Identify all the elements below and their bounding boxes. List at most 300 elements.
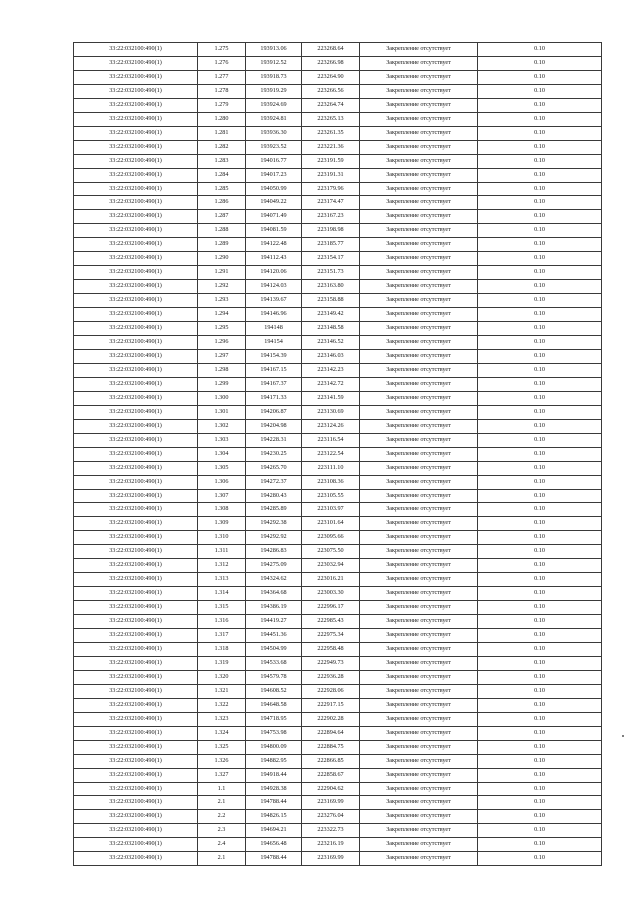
accuracy-cell: 0.10 [478, 656, 602, 670]
cadastral-number-cell: 33:22:032100:490(1) [74, 308, 198, 322]
fixing-description-cell: Закрепление отсутствует [360, 140, 478, 154]
x-coordinate-cell: 194285.89 [246, 503, 302, 517]
table-row [74, 210, 602, 224]
point-number-cell: 1.326 [198, 754, 246, 768]
y-coordinate-cell: 222866.85 [302, 754, 360, 768]
x-coordinate-cell: 194167.15 [246, 363, 302, 377]
fixing-description-cell: Закрепление отсутствует [360, 112, 478, 126]
point-number-cell: 1.280 [198, 112, 246, 126]
x-coordinate-cell: 194228.31 [246, 433, 302, 447]
fixing-description-cell: Закрепление отсутствует [360, 559, 478, 573]
y-coordinate-cell: 222975.34 [302, 629, 360, 643]
x-coordinate-cell: 193923.52 [246, 140, 302, 154]
x-coordinate-cell: 194017.23 [246, 168, 302, 182]
x-coordinate-cell: 194788.44 [246, 852, 302, 866]
accuracy-cell: 0.10 [478, 210, 602, 224]
cadastral-number-cell: 33:22:032100:490(1) [74, 503, 198, 517]
accuracy-cell: 0.10 [478, 796, 602, 810]
fixing-description-cell: Закрепление отсутствует [360, 810, 478, 824]
accuracy-cell: 0.10 [478, 517, 602, 531]
table-row [74, 629, 602, 643]
accuracy-cell: 0.10 [478, 545, 602, 559]
cadastral-number-cell: 33:22:032100:490(1) [74, 629, 198, 643]
accuracy-cell: 0.10 [478, 740, 602, 754]
fixing-description-cell: Закрепление отсутствует [360, 517, 478, 531]
table-row [74, 489, 602, 503]
fixing-description-cell: Закрепление отсутствует [360, 168, 478, 182]
y-coordinate-cell: 222949.73 [302, 656, 360, 670]
y-coordinate-cell: 223264.90 [302, 70, 360, 84]
x-coordinate-cell: 194882.95 [246, 754, 302, 768]
accuracy-cell: 0.10 [478, 98, 602, 112]
y-coordinate-cell: 223268.64 [302, 43, 360, 57]
x-coordinate-cell: 194050.99 [246, 182, 302, 196]
table-row [74, 726, 602, 740]
table-row [74, 475, 602, 489]
y-coordinate-cell: 223105.55 [302, 489, 360, 503]
point-number-cell: 1.294 [198, 308, 246, 322]
y-coordinate-cell: 223174.47 [302, 196, 360, 210]
x-coordinate-cell: 194286.83 [246, 545, 302, 559]
y-coordinate-cell: 223266.98 [302, 56, 360, 70]
x-coordinate-cell: 194451.36 [246, 629, 302, 643]
x-coordinate-cell: 194154 [246, 336, 302, 350]
table-row [74, 656, 602, 670]
cadastral-number-cell: 33:22:032100:490(1) [74, 698, 198, 712]
x-coordinate-cell: 193918.73 [246, 70, 302, 84]
accuracy-cell: 0.10 [478, 712, 602, 726]
x-coordinate-cell: 194504.99 [246, 642, 302, 656]
cadastral-number-cell: 33:22:032100:490(1) [74, 838, 198, 852]
point-number-cell: 1.291 [198, 266, 246, 280]
y-coordinate-cell: 223016.21 [302, 573, 360, 587]
table-row [74, 43, 602, 57]
cadastral-number-cell: 33:22:032100:490(1) [74, 726, 198, 740]
x-coordinate-cell: 194753.98 [246, 726, 302, 740]
y-coordinate-cell: 223108.36 [302, 475, 360, 489]
cadastral-number-cell: 33:22:032100:490(1) [74, 517, 198, 531]
accuracy-cell: 0.10 [478, 852, 602, 866]
x-coordinate-cell: 194608.52 [246, 684, 302, 698]
point-number-cell: 1.327 [198, 768, 246, 782]
y-coordinate-cell: 223322.73 [302, 824, 360, 838]
cadastral-number-cell: 33:22:032100:490(1) [74, 475, 198, 489]
table-row [74, 768, 602, 782]
x-coordinate-cell: 193913.06 [246, 43, 302, 57]
y-coordinate-cell: 223185.77 [302, 238, 360, 252]
x-coordinate-cell: 193919.29 [246, 84, 302, 98]
fixing-description-cell: Закрепление отсутствует [360, 336, 478, 350]
accuracy-cell: 0.10 [478, 154, 602, 168]
y-coordinate-cell: 222858.67 [302, 768, 360, 782]
point-number-cell: 1.316 [198, 615, 246, 629]
point-number-cell: 1.278 [198, 84, 246, 98]
fixing-description-cell: Закрепление отсутствует [360, 698, 478, 712]
y-coordinate-cell: 223075.50 [302, 545, 360, 559]
x-coordinate-cell: 194171.33 [246, 391, 302, 405]
y-coordinate-cell: 223103.97 [302, 503, 360, 517]
cadastral-number-cell: 33:22:032100:490(1) [74, 433, 198, 447]
x-coordinate-cell: 194154.39 [246, 349, 302, 363]
fixing-description-cell: Закрепление отсутствует [360, 615, 478, 629]
scan-speck [622, 735, 624, 737]
point-number-cell: 1.310 [198, 531, 246, 545]
table-row [74, 838, 602, 852]
fixing-description-cell: Закрепление отсутствует [360, 280, 478, 294]
point-number-cell: 1.309 [198, 517, 246, 531]
cadastral-number-cell: 33:22:032100:490(1) [74, 615, 198, 629]
cadastral-number-cell: 33:22:032100:490(1) [74, 489, 198, 503]
cadastral-number-cell: 33:22:032100:490(1) [74, 461, 198, 475]
x-coordinate-cell: 194386.19 [246, 601, 302, 615]
accuracy-cell: 0.10 [478, 433, 602, 447]
table-row [74, 433, 602, 447]
table-row [74, 196, 602, 210]
point-number-cell: 1.288 [198, 224, 246, 238]
table-row [74, 796, 602, 810]
accuracy-cell: 0.10 [478, 182, 602, 196]
y-coordinate-cell: 223116.54 [302, 433, 360, 447]
accuracy-cell: 0.10 [478, 489, 602, 503]
fixing-description-cell: Закрепление отсутствует [360, 294, 478, 308]
y-coordinate-cell: 223148.58 [302, 322, 360, 336]
cadastral-number-cell: 33:22:032100:490(1) [74, 126, 198, 140]
accuracy-cell: 0.10 [478, 670, 602, 684]
cadastral-number-cell: 33:22:032100:490(1) [74, 782, 198, 796]
point-number-cell: 1.285 [198, 182, 246, 196]
accuracy-cell: 0.10 [478, 419, 602, 433]
fixing-description-cell: Закрепление отсутствует [360, 670, 478, 684]
cadastral-number-cell: 33:22:032100:490(1) [74, 84, 198, 98]
table-row [74, 461, 602, 475]
x-coordinate-cell: 194788.44 [246, 796, 302, 810]
point-number-cell: 1.289 [198, 238, 246, 252]
table-row [74, 322, 602, 336]
table-row [74, 642, 602, 656]
y-coordinate-cell: 223169.99 [302, 796, 360, 810]
table-row [74, 98, 602, 112]
point-number-cell: 1.303 [198, 433, 246, 447]
cadastral-number-cell: 33:22:032100:490(1) [74, 154, 198, 168]
accuracy-cell: 0.10 [478, 391, 602, 405]
cadastral-number-cell: 33:22:032100:490(1) [74, 559, 198, 573]
point-number-cell: 1.298 [198, 363, 246, 377]
y-coordinate-cell: 223264.74 [302, 98, 360, 112]
fixing-description-cell: Закрепление отсутствует [360, 363, 478, 377]
table-row [74, 168, 602, 182]
point-number-cell: 1.322 [198, 698, 246, 712]
fixing-description-cell: Закрепление отсутствует [360, 573, 478, 587]
accuracy-cell: 0.10 [478, 266, 602, 280]
table-row [74, 419, 602, 433]
point-number-cell: 1.275 [198, 43, 246, 57]
cadastral-number-cell: 33:22:032100:490(1) [74, 712, 198, 726]
cadastral-number-cell: 33:22:032100:490(1) [74, 447, 198, 461]
table-row [74, 810, 602, 824]
x-coordinate-cell: 194206.87 [246, 405, 302, 419]
x-coordinate-cell: 194122.48 [246, 238, 302, 252]
x-coordinate-cell: 194292.92 [246, 531, 302, 545]
accuracy-cell: 0.10 [478, 56, 602, 70]
fixing-description-cell: Закрепление отсутствует [360, 684, 478, 698]
cadastral-number-cell: 33:22:032100:490(1) [74, 252, 198, 266]
x-coordinate-cell: 194230.25 [246, 447, 302, 461]
cadastral-number-cell: 33:22:032100:490(1) [74, 43, 198, 57]
x-coordinate-cell: 194112.43 [246, 252, 302, 266]
fixing-description-cell: Закрепление отсутствует [360, 43, 478, 57]
fixing-description-cell: Закрепление отсутствует [360, 754, 478, 768]
accuracy-cell: 0.10 [478, 363, 602, 377]
cadastral-number-cell: 33:22:032100:490(1) [74, 56, 198, 70]
x-coordinate-cell: 194275.09 [246, 559, 302, 573]
y-coordinate-cell: 223266.56 [302, 84, 360, 98]
y-coordinate-cell: 223141.59 [302, 391, 360, 405]
y-coordinate-cell: 223167.23 [302, 210, 360, 224]
y-coordinate-cell: 223142.72 [302, 377, 360, 391]
cadastral-number-cell: 33:22:032100:490(1) [74, 168, 198, 182]
accuracy-cell: 0.10 [478, 601, 602, 615]
accuracy-cell: 0.10 [478, 810, 602, 824]
fixing-description-cell: Закрепление отсутствует [360, 489, 478, 503]
point-number-cell: 1.292 [198, 280, 246, 294]
fixing-description-cell: Закрепление отсутствует [360, 419, 478, 433]
cadastral-number-cell: 33:22:032100:490(1) [74, 684, 198, 698]
y-coordinate-cell: 223216.19 [302, 838, 360, 852]
y-coordinate-cell: 223130.69 [302, 405, 360, 419]
x-coordinate-cell: 194324.62 [246, 573, 302, 587]
x-coordinate-cell: 194694.21 [246, 824, 302, 838]
fixing-description-cell: Закрепление отсутствует [360, 238, 478, 252]
x-coordinate-cell: 194016.77 [246, 154, 302, 168]
fixing-description-cell: Закрепление отсутствует [360, 642, 478, 656]
table-row [74, 559, 602, 573]
point-number-cell: 1.305 [198, 461, 246, 475]
table-row [74, 182, 602, 196]
x-coordinate-cell: 193936.30 [246, 126, 302, 140]
accuracy-cell: 0.10 [478, 503, 602, 517]
fixing-description-cell: Закрепление отсутствует [360, 796, 478, 810]
y-coordinate-cell: 222917.15 [302, 698, 360, 712]
accuracy-cell: 0.10 [478, 84, 602, 98]
fixing-description-cell: Закрепление отсутствует [360, 196, 478, 210]
y-coordinate-cell: 223163.80 [302, 280, 360, 294]
y-coordinate-cell: 223169.99 [302, 852, 360, 866]
table-row [74, 615, 602, 629]
accuracy-cell: 0.10 [478, 642, 602, 656]
x-coordinate-cell: 194800.09 [246, 740, 302, 754]
point-number-cell: 1.321 [198, 684, 246, 698]
fixing-description-cell: Закрепление отсутствует [360, 405, 478, 419]
accuracy-cell: 0.10 [478, 726, 602, 740]
cadastral-number-cell: 33:22:032100:490(1) [74, 266, 198, 280]
accuracy-cell: 0.10 [478, 824, 602, 838]
accuracy-cell: 0.10 [478, 615, 602, 629]
point-number-cell: 1.290 [198, 252, 246, 266]
point-number-cell: 1.295 [198, 322, 246, 336]
point-number-cell: 1.313 [198, 573, 246, 587]
accuracy-cell: 0.10 [478, 308, 602, 322]
cadastral-number-cell: 33:22:032100:490(1) [74, 98, 198, 112]
accuracy-cell: 0.10 [478, 684, 602, 698]
y-coordinate-cell: 223095.66 [302, 531, 360, 545]
accuracy-cell: 0.10 [478, 377, 602, 391]
cadastral-number-cell: 33:22:032100:490(1) [74, 322, 198, 336]
cadastral-number-cell: 33:22:032100:490(1) [74, 545, 198, 559]
x-coordinate-cell: 194139.67 [246, 294, 302, 308]
y-coordinate-cell: 223146.03 [302, 349, 360, 363]
cadastral-number-cell: 33:22:032100:490(1) [74, 294, 198, 308]
table-row [74, 447, 602, 461]
cadastral-number-cell: 33:22:032100:490(1) [74, 796, 198, 810]
fixing-description-cell: Закрепление отсутствует [360, 84, 478, 98]
accuracy-cell: 0.10 [478, 587, 602, 601]
table-row [74, 405, 602, 419]
coordinates-table [73, 42, 602, 866]
fixing-description-cell: Закрепление отсутствует [360, 98, 478, 112]
point-number-cell: 1.282 [198, 140, 246, 154]
accuracy-cell: 0.10 [478, 224, 602, 238]
y-coordinate-cell: 223151.73 [302, 266, 360, 280]
table-row [74, 294, 602, 308]
accuracy-cell: 0.10 [478, 168, 602, 182]
table-row [74, 684, 602, 698]
cadastral-number-cell: 33:22:032100:490(1) [74, 140, 198, 154]
accuracy-cell: 0.10 [478, 43, 602, 57]
x-coordinate-cell: 194081.59 [246, 224, 302, 238]
y-coordinate-cell: 223191.31 [302, 168, 360, 182]
point-number-cell: 1.299 [198, 377, 246, 391]
fixing-description-cell: Закрепление отсутствует [360, 377, 478, 391]
table-row [74, 238, 602, 252]
table-row [74, 224, 602, 238]
fixing-description-cell: Закрепление отсутствует [360, 182, 478, 196]
y-coordinate-cell: 222902.28 [302, 712, 360, 726]
cadastral-number-cell: 33:22:032100:490(1) [74, 531, 198, 545]
accuracy-cell: 0.10 [478, 280, 602, 294]
y-coordinate-cell: 223221.36 [302, 140, 360, 154]
x-coordinate-cell: 194656.48 [246, 838, 302, 852]
y-coordinate-cell: 223198.98 [302, 224, 360, 238]
accuracy-cell: 0.10 [478, 782, 602, 796]
cadastral-number-cell: 33:22:032100:490(1) [74, 182, 198, 196]
cadastral-number-cell: 33:22:032100:490(1) [74, 587, 198, 601]
y-coordinate-cell: 223149.42 [302, 308, 360, 322]
cadastral-number-cell: 33:22:032100:490(1) [74, 363, 198, 377]
point-number-cell: 2.3 [198, 824, 246, 838]
fixing-description-cell: Закрепление отсутствует [360, 447, 478, 461]
cadastral-number-cell: 33:22:032100:490(1) [74, 419, 198, 433]
table-row [74, 252, 602, 266]
point-number-cell: 2.2 [198, 810, 246, 824]
x-coordinate-cell: 194071.49 [246, 210, 302, 224]
y-coordinate-cell: 223154.17 [302, 252, 360, 266]
x-coordinate-cell: 194533.68 [246, 656, 302, 670]
table-row [74, 503, 602, 517]
fixing-description-cell: Закрепление отсутствует [360, 475, 478, 489]
table-row [74, 517, 602, 531]
point-number-cell: 1.306 [198, 475, 246, 489]
x-coordinate-cell: 194718.95 [246, 712, 302, 726]
point-number-cell: 1.279 [198, 98, 246, 112]
accuracy-cell: 0.10 [478, 405, 602, 419]
accuracy-cell: 0.10 [478, 754, 602, 768]
accuracy-cell: 0.10 [478, 698, 602, 712]
fixing-description-cell: Закрепление отсутствует [360, 322, 478, 336]
y-coordinate-cell: 222985.43 [302, 615, 360, 629]
cadastral-number-cell: 33:22:032100:490(1) [74, 280, 198, 294]
point-number-cell: 1.1 [198, 782, 246, 796]
point-number-cell: 1.307 [198, 489, 246, 503]
accuracy-cell: 0.10 [478, 70, 602, 84]
cadastral-number-cell: 33:22:032100:490(1) [74, 810, 198, 824]
accuracy-cell: 0.10 [478, 559, 602, 573]
fixing-description-cell: Закрепление отсутствует [360, 252, 478, 266]
point-number-cell: 1.283 [198, 154, 246, 168]
fixing-description-cell: Закрепление отсутствует [360, 308, 478, 322]
x-coordinate-cell: 194167.37 [246, 377, 302, 391]
fixing-description-cell: Закрепление отсутствует [360, 461, 478, 475]
fixing-description-cell: Закрепление отсутствует [360, 391, 478, 405]
accuracy-cell: 0.10 [478, 629, 602, 643]
y-coordinate-cell: 222928.06 [302, 684, 360, 698]
point-number-cell: 1.317 [198, 629, 246, 643]
accuracy-cell: 0.10 [478, 838, 602, 852]
fixing-description-cell: Закрепление отсутствует [360, 656, 478, 670]
x-coordinate-cell: 194280.43 [246, 489, 302, 503]
cadastral-number-cell: 33:22:032100:490(1) [74, 224, 198, 238]
point-number-cell: 1.325 [198, 740, 246, 754]
accuracy-cell: 0.10 [478, 768, 602, 782]
table-row [74, 782, 602, 796]
table-row [74, 126, 602, 140]
cadastral-number-cell: 33:22:032100:490(1) [74, 210, 198, 224]
fixing-description-cell: Закрепление отсутствует [360, 545, 478, 559]
y-coordinate-cell: 223124.26 [302, 419, 360, 433]
cadastral-number-cell: 33:22:032100:490(1) [74, 377, 198, 391]
cadastral-number-cell: 33:22:032100:490(1) [74, 768, 198, 782]
point-number-cell: 2.4 [198, 838, 246, 852]
table-row [74, 545, 602, 559]
y-coordinate-cell: 223101.64 [302, 517, 360, 531]
x-coordinate-cell: 194272.37 [246, 475, 302, 489]
x-coordinate-cell: 194120.06 [246, 266, 302, 280]
accuracy-cell: 0.10 [478, 461, 602, 475]
cadastral-number-cell: 33:22:032100:490(1) [74, 196, 198, 210]
table-row [74, 112, 602, 126]
x-coordinate-cell: 194579.78 [246, 670, 302, 684]
y-coordinate-cell: 223158.88 [302, 294, 360, 308]
table-row [74, 140, 602, 154]
x-coordinate-cell: 194826.15 [246, 810, 302, 824]
y-coordinate-cell: 222958.48 [302, 642, 360, 656]
x-coordinate-cell: 194419.27 [246, 615, 302, 629]
fixing-description-cell: Закрепление отсутствует [360, 224, 478, 238]
cadastral-number-cell: 33:22:032100:490(1) [74, 824, 198, 838]
point-number-cell: 2.1 [198, 796, 246, 810]
point-number-cell: 1.297 [198, 349, 246, 363]
point-number-cell: 1.302 [198, 419, 246, 433]
fixing-description-cell: Закрепление отсутствует [360, 531, 478, 545]
fixing-description-cell: Закрепление отсутствует [360, 154, 478, 168]
accuracy-cell: 0.10 [478, 238, 602, 252]
cadastral-number-cell: 33:22:032100:490(1) [74, 656, 198, 670]
fixing-description-cell: Закрепление отсутствует [360, 782, 478, 796]
cadastral-number-cell: 33:22:032100:490(1) [74, 573, 198, 587]
fixing-description-cell: Закрепление отсутствует [360, 126, 478, 140]
point-number-cell: 1.277 [198, 70, 246, 84]
cadastral-number-cell: 33:22:032100:490(1) [74, 238, 198, 252]
cadastral-number-cell: 33:22:032100:490(1) [74, 405, 198, 419]
